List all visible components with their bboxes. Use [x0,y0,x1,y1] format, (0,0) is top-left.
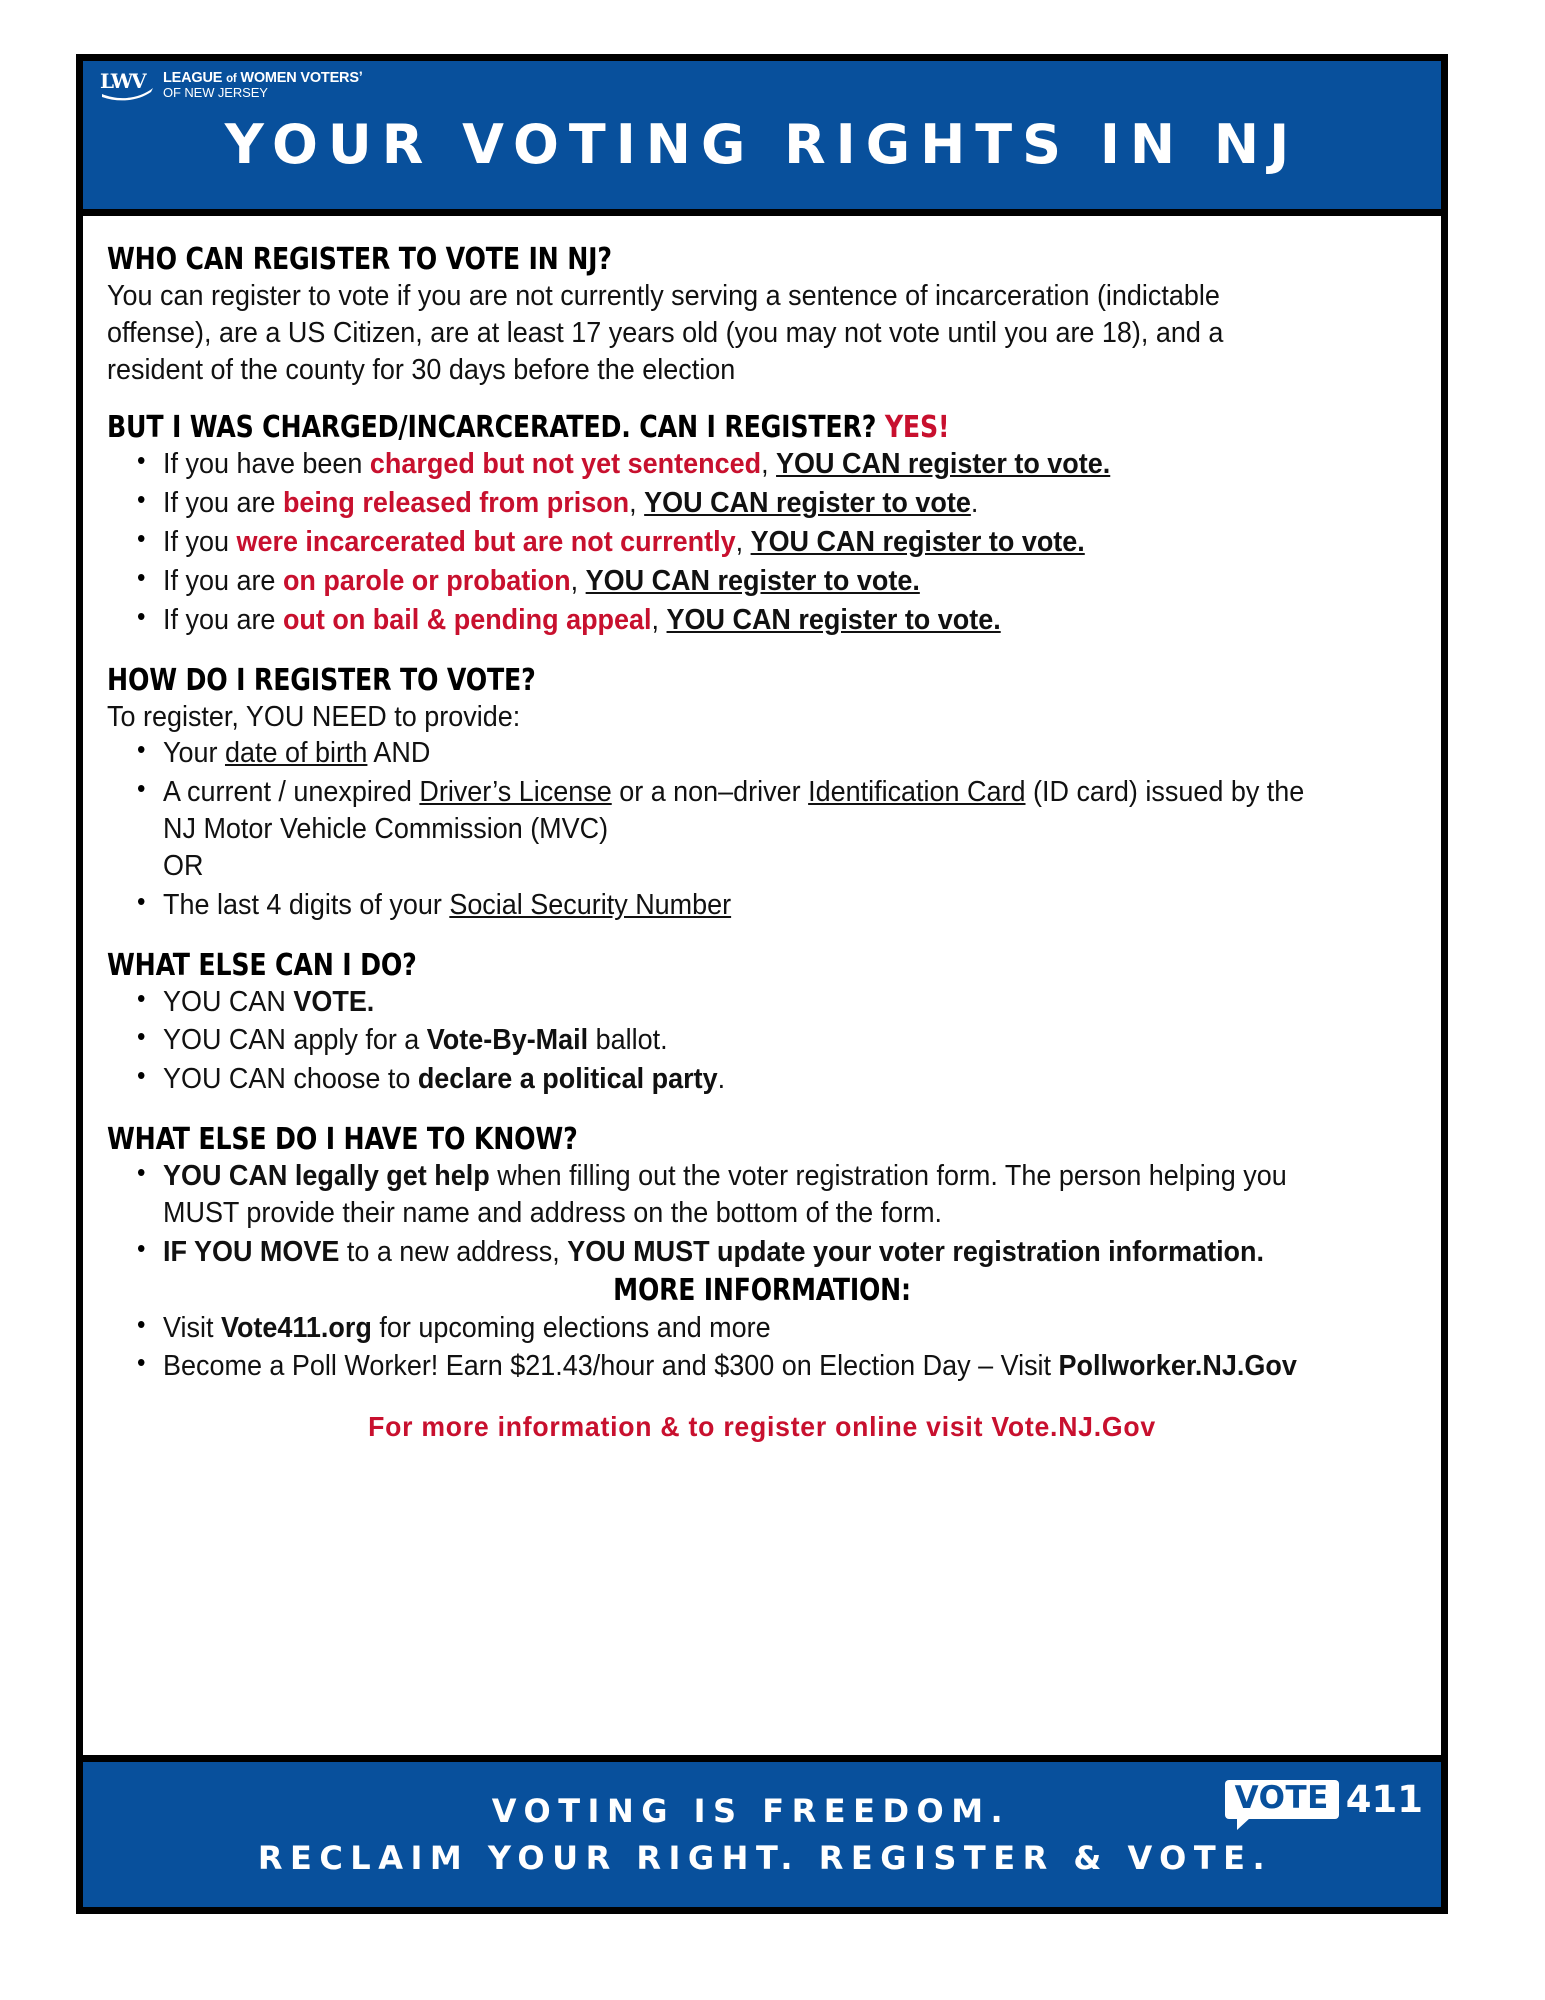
bullet-underline-1: Driver’s License [419,776,612,809]
lwv-line1-b: WOMEN VOTERSʼ [236,70,363,86]
bullet-underline: Social Security Number [449,888,732,921]
list-item [163,774,1329,884]
bullet-lead: Your [163,737,225,770]
bullet-underline-2: Identification Card [808,776,1026,809]
bullet-lead: If you have been [163,448,370,481]
bullet-underline: date of birth [224,737,368,770]
bullet-mid: , [629,487,645,520]
heading-what-else-can-i-do: WHAT ELSE CAN I DO? [107,947,417,983]
bullet-tail: for upcoming elections and more [371,1311,771,1344]
heading-who-can-register: WHO CAN REGISTER TO VOTE IN NJ? [107,242,612,277]
bullet-tail: ballot. [588,1024,668,1057]
heading-what-else-to-know: WHAT ELSE DO I HAVE TO KNOW? [107,1122,578,1158]
footer-bar [83,1755,1441,1907]
list-item [163,563,1329,600]
lwv-logo-line2: OF NEW JERSEY [163,84,268,100]
poster-frame [76,54,1448,1914]
list-register-requirements [107,735,1417,923]
lwv-line1-of: of [226,73,237,85]
list-item [163,1061,1329,1098]
list-item [163,446,1329,483]
bullet-lead: If you [163,526,237,559]
lwv-line1-a: LEAGUE [163,70,227,86]
bullet-bold: declare a political party [417,1063,718,1096]
bullet-underline: YOU CAN register to vote. [666,603,1001,636]
bullet-lead: If you are [163,564,283,597]
heading-how-do-i-register: HOW DO I REGISTER TO VOTE? [107,662,536,698]
bullet-bold: Vote411.org [220,1311,372,1344]
bullet-red: were incarcerated but are not currently [236,526,736,559]
bullet-lead: YOU CAN choose to [163,1063,418,1096]
heading-but-i-was-charged [107,410,1312,445]
paragraph-register-intro: To register, YOU NEED to provide: [107,700,521,733]
bullet-underline: YOU CAN register to vote. [585,564,920,597]
footer-line-2: RECLAIM YOUR RIGHT. REGISTER & VOTE. [257,1838,1273,1877]
bullet-lead: The last 4 digits of your [163,888,450,921]
bullet-mid: , [570,564,586,597]
bullet-or: OR [163,849,204,882]
vote411-number: 411 [1345,1778,1423,1821]
list-item [163,1348,1329,1385]
bullet-bold: VOTE. [293,985,375,1018]
bullet-lead: If you are [163,603,283,636]
page-title: YOUR VOTING RIGHTS IN NJ [224,113,1300,176]
heading-charged-text: BUT I WAS CHARGED/INCARCERATED. CAN I REGISTER? [107,410,885,446]
bullet-bold-2: YOU MUST update your voter registration information. [567,1235,1265,1268]
register-online-callout: For more information & to register online visit Vote.NJ.Gov [368,1411,1156,1443]
bullet-underline: YOU CAN register to vote [644,487,971,520]
list-what-else-can [107,984,1417,1098]
bullet-tail: . [970,487,979,520]
lwv-logo [99,69,363,103]
bullet-red: out on bail & pending appeal [282,603,652,636]
vote411-logo [1225,1780,1423,1819]
bullet-mid: , [735,526,751,559]
bullet-tail: (ID card) issued by the NJ Motor Vehicle Commission (MVC) [163,776,1305,846]
list-item [163,1310,1329,1347]
bullet-lead: YOU CAN apply for a [163,1024,427,1057]
list-item [163,1158,1329,1232]
paragraph-who-can-register: You can register to vote if you are not currently serving a sentence of incarceration (indictable offense), are a US Citizen, are at least 17 years old (you may not vote until you are 18), and a resident of the county for 30 days before the election [107,280,1224,386]
bullet-red: being released from prison [282,487,630,520]
list-item [163,735,1329,772]
bullet-lead: YOU CAN [163,985,294,1018]
footer-line-1: VOTING IS FREEDOM. [491,1792,1011,1831]
bullet-bold: Pollworker.NJ.Gov [1058,1350,1297,1383]
lwv-monogram-icon [99,69,159,103]
list-item [163,524,1329,561]
svg-text:LWV: LWV [100,69,145,93]
list-item [163,485,1329,522]
bullet-lead: Visit [163,1311,221,1344]
list-more-information [107,1310,1417,1386]
bullet-red: on parole or probation [282,564,571,597]
bullet-bold-1: IF YOU MOVE [163,1235,340,1268]
bullet-red: charged but not yet sentenced [369,448,762,481]
list-item [163,887,1329,924]
list-item [163,602,1329,639]
bullet-mid: , [761,448,777,481]
bullet-underline: YOU CAN register to vote. [776,448,1111,481]
bullet-tail: AND [367,737,431,770]
bullet-lead: Become a Poll Worker! Earn $21.43/hour and $300 on Election Day – Visit [163,1350,1059,1383]
list-item [163,984,1329,1021]
bullet-mid: or a non–driver [611,776,809,809]
heading-more-information: MORE INFORMATION: [613,1272,911,1308]
bullet-underline: YOU CAN register to vote. [750,526,1085,559]
lwv-logo-line1 [163,71,363,86]
bullet-mid: to a new address, [339,1235,568,1268]
bullet-bold: YOU CAN legally get help [163,1160,490,1193]
vote411-bubble-icon: VOTE [1225,1780,1339,1819]
poster-content [83,216,1441,1755]
list-what-else-know [107,1158,1417,1270]
bullet-lead: If you are [163,487,283,520]
list-item [163,1022,1329,1059]
bullet-tail: . [717,1063,726,1096]
bullet-mid: , [651,603,667,636]
heading-charged-yes: YES! [884,410,950,446]
bullet-tail: when filling out the voter registration form. The person helping you MUST provide their name and address on the bottom of the form. [163,1160,1287,1229]
bullet-bold: Vote-By-Mail [426,1024,589,1057]
list-item [163,1234,1329,1271]
header-bar [83,61,1441,216]
list-charged-cases [107,446,1417,638]
bullet-lead: A current / unexpired [163,776,420,809]
